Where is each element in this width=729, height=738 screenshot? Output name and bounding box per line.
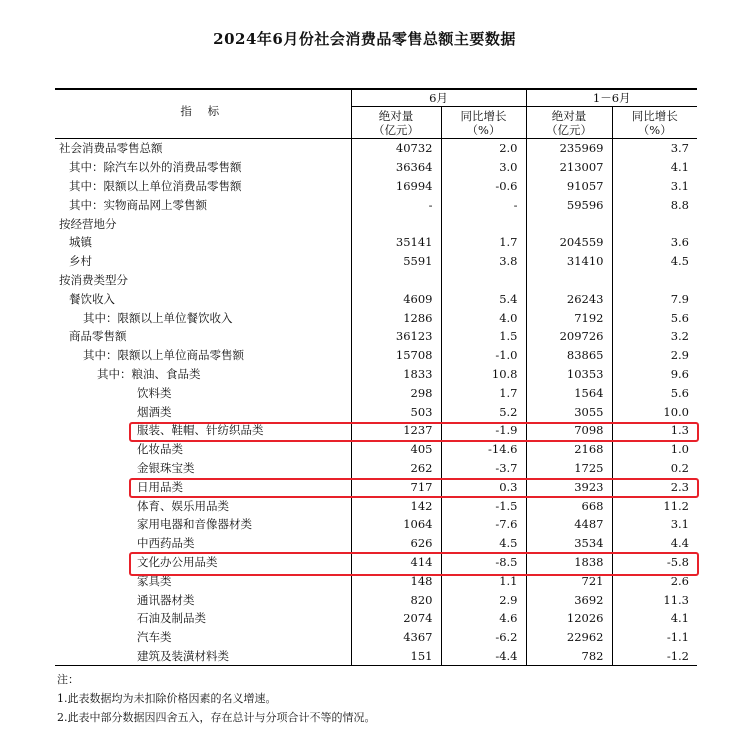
ytd-abs-cell: 782 — [526, 647, 612, 666]
row-label: 体育、娱乐用品类 — [137, 498, 229, 513]
row-label: 其中：粮油、食品类 — [97, 366, 201, 381]
ytd-yoy-cell: 11.3 — [612, 590, 697, 609]
row-label: 服装、鞋帽、针纺织品类 — [137, 423, 264, 438]
june-abs-cell: 1286 — [351, 308, 441, 327]
row-label: 按消费类型分 — [59, 272, 128, 287]
ytd-yoy-cell: 4.1 — [612, 158, 697, 177]
ytd-yoy-cell: 11.2 — [612, 496, 697, 515]
june-yoy-cell: 1.7 — [441, 383, 526, 402]
ytd-abs-cell: 1838 — [526, 553, 612, 572]
ytd-abs-cell: 3055 — [526, 402, 612, 421]
ytd-abs-cell: 83865 — [526, 346, 612, 365]
june-yoy-cell: -1.0 — [441, 346, 526, 365]
june-abs-cell: 262 — [351, 459, 441, 478]
row-label: 其中：限额以上单位商品零售额 — [83, 348, 244, 363]
june-abs-cell: 820 — [351, 590, 441, 609]
ytd-abs-cell: 204559 — [526, 233, 612, 252]
june-yoy-cell: 1.5 — [441, 327, 526, 346]
table-row — [55, 590, 697, 609]
ytd-yoy-cell: 5.6 — [612, 308, 697, 327]
table-row — [55, 327, 697, 346]
table-row — [55, 214, 697, 233]
ytd-abs-cell: 3534 — [526, 534, 612, 553]
table-row — [55, 177, 697, 196]
june-yoy-cell: -1.5 — [441, 496, 526, 515]
row-label: 其中：实物商品网上零售额 — [69, 197, 207, 212]
ytd-yoy-cell: 3.1 — [612, 177, 697, 196]
june-abs-cell: 1064 — [351, 515, 441, 534]
highlight-box-daily-goods — [129, 478, 699, 498]
june-yoy-cell: 10.8 — [441, 365, 526, 384]
row-label: 通讯器材类 — [137, 592, 195, 607]
june-yoy-cell: 4.5 — [441, 534, 526, 553]
row-label: 化妆品类 — [137, 442, 183, 457]
june-abs-cell: 4367 — [351, 628, 441, 647]
ytd-yoy-cell: -1.2 — [612, 647, 697, 666]
row-label: 商品零售额 — [69, 329, 127, 344]
june-abs-cell: 405 — [351, 440, 441, 459]
ytd-yoy-cell: 7.9 — [612, 289, 697, 308]
table-row — [55, 609, 697, 628]
june-yoy-cell: -1.9 — [441, 421, 526, 440]
indicator-header: 指 标 — [55, 89, 351, 139]
ytd-abs-cell: 31410 — [526, 252, 612, 271]
june-abs-cell: 2074 — [351, 609, 441, 628]
june-abs-cell: 4609 — [351, 289, 441, 308]
june-yoy-cell: -4.4 — [441, 647, 526, 666]
ytd-abs-cell: 721 — [526, 571, 612, 590]
ytd-abs-cell: 1564 — [526, 383, 612, 402]
june-abs-cell — [351, 214, 441, 233]
june-abs-cell: 626 — [351, 534, 441, 553]
table-row — [55, 139, 697, 158]
ytd-abs-cell — [526, 214, 612, 233]
table-row — [55, 459, 697, 478]
ytd-yoy-cell: 4.1 — [612, 609, 697, 628]
ytd-yoy-cell: 2.3 — [612, 477, 697, 496]
ytd-yoy-cell: 1.3 — [612, 421, 697, 440]
june-abs-cell — [351, 271, 441, 290]
ytd-abs-cell: 2168 — [526, 440, 612, 459]
note-2: 2.此表中部分数据因四舍五入，存在总计与分项合计不等的情况。 — [57, 711, 376, 724]
ytd-yoy-cell: 4.5 — [612, 252, 697, 271]
row-label: 其中：限额以上单位消费品零售额 — [69, 178, 242, 193]
june-yoy-cell: 4.0 — [441, 308, 526, 327]
row-label: 金银珠宝类 — [137, 460, 195, 475]
june-abs-cell: 1237 — [351, 421, 441, 440]
table-row — [55, 346, 697, 365]
notes-head: 注： — [57, 673, 79, 686]
ytd-yoy-cell: 4.4 — [612, 534, 697, 553]
row-label: 社会消费品零售总额 — [59, 141, 163, 156]
table-row — [55, 647, 697, 666]
ytd-abs-cell: 235969 — [526, 139, 612, 158]
june-abs-cell: 151 — [351, 647, 441, 666]
june-yoy-cell: 3.0 — [441, 158, 526, 177]
ytd-abs-cell: 26243 — [526, 289, 612, 308]
table-row — [55, 496, 697, 515]
ytd-abs-cell: 209726 — [526, 327, 612, 346]
ytd-abs-cell: 3923 — [526, 477, 612, 496]
row-label: 城镇 — [69, 235, 92, 250]
row-label: 其中：限额以上单位餐饮收入 — [83, 310, 233, 325]
june-abs-cell: 15708 — [351, 346, 441, 365]
june-yoy-cell: 4.6 — [441, 609, 526, 628]
june-yoy-cell: -8.5 — [441, 553, 526, 572]
row-label: 按经营地分 — [59, 216, 117, 231]
ytd-abs-cell: 3692 — [526, 590, 612, 609]
row-label: 石油及制品类 — [137, 611, 206, 626]
ytd-yoy-cell: 3.1 — [612, 515, 697, 534]
june-yoy-cell: 1.1 — [441, 571, 526, 590]
june-yoy-cell: -7.6 — [441, 515, 526, 534]
ytd-abs-cell: 1725 — [526, 459, 612, 478]
june-yoy-cell: 2.0 — [441, 139, 526, 158]
table-row — [55, 440, 697, 459]
row-label: 饮料类 — [137, 385, 172, 400]
table-row — [55, 365, 697, 384]
june-yoy-cell: -14.6 — [441, 440, 526, 459]
row-label: 中西药品类 — [137, 536, 195, 551]
ytd-yoy-header: 同比增长 （%） — [612, 107, 697, 139]
june-abs-cell: 16994 — [351, 177, 441, 196]
june-yoy-cell: 5.2 — [441, 402, 526, 421]
june-abs-cell: 298 — [351, 383, 441, 402]
june-yoy-cell: 5.4 — [441, 289, 526, 308]
table-row — [55, 158, 697, 177]
row-label: 家用电器和音像器材类 — [137, 517, 252, 532]
ytd-abs-header: 绝对量 （亿元） — [526, 107, 612, 139]
ytd-abs-cell: 10353 — [526, 365, 612, 384]
ytd-yoy-cell — [612, 271, 697, 290]
ytd-abs-cell — [526, 271, 612, 290]
june-abs-cell: 148 — [351, 571, 441, 590]
ytd-abs-cell: 7098 — [526, 421, 612, 440]
ytd-yoy-cell: 9.6 — [612, 365, 697, 384]
ytd-abs-cell: 7192 — [526, 308, 612, 327]
retail-sales-table — [55, 88, 697, 666]
june-yoy-cell: -3.7 — [441, 459, 526, 478]
row-label: 家具类 — [137, 573, 172, 588]
row-label: 汽车类 — [137, 630, 172, 645]
ytd-yoy-cell: 3.2 — [612, 327, 697, 346]
june-abs-cell: 142 — [351, 496, 441, 515]
june-abs-cell: 36123 — [351, 327, 441, 346]
row-label: 文化办公用品类 — [137, 554, 218, 569]
note-1: 1.此表数据均为未扣除价格因素的名义增速。 — [57, 692, 277, 705]
table-row — [55, 271, 697, 290]
june-abs-cell: 503 — [351, 402, 441, 421]
june-yoy-cell: 3.8 — [441, 252, 526, 271]
table-row — [55, 402, 697, 421]
ytd-yoy-cell: -5.8 — [612, 553, 697, 572]
ytd-abs-cell: 668 — [526, 496, 612, 515]
ytd-yoy-cell — [612, 214, 697, 233]
row-label: 建筑及装潢材料类 — [137, 648, 229, 663]
row-label: 餐饮收入 — [69, 291, 115, 306]
june-yoy-cell: 1.7 — [441, 233, 526, 252]
ytd-abs-cell: 4487 — [526, 515, 612, 534]
june-abs-cell: 5591 — [351, 252, 441, 271]
notes — [57, 670, 376, 727]
row-label: 其中：除汽车以外的消费品零售额 — [69, 160, 242, 175]
june-abs-cell: 35141 — [351, 233, 441, 252]
june-header: 6月 — [351, 89, 526, 107]
june-yoy-cell: -6.2 — [441, 628, 526, 647]
june-abs-cell: 36364 — [351, 158, 441, 177]
ytd-abs-cell: 59596 — [526, 195, 612, 214]
june-abs-cell: - — [351, 195, 441, 214]
table-row — [55, 534, 697, 553]
table-row — [55, 289, 697, 308]
ytd-yoy-cell: 10.0 — [612, 402, 697, 421]
june-yoy-cell — [441, 271, 526, 290]
june-yoy-cell: - — [441, 195, 526, 214]
ytd-header: 1－6月 — [526, 89, 697, 107]
row-label: 日用品类 — [137, 479, 183, 494]
row-label: 乡村 — [69, 254, 92, 269]
table-row — [55, 515, 697, 534]
ytd-yoy-cell: 2.9 — [612, 346, 697, 365]
page-title: 2024年6月份社会消费品零售总额主要数据 — [213, 30, 516, 48]
table-row — [55, 195, 697, 214]
june-yoy-cell — [441, 214, 526, 233]
june-abs-cell: 414 — [351, 553, 441, 572]
ytd-abs-cell: 91057 — [526, 177, 612, 196]
table-row — [55, 252, 697, 271]
table-row — [55, 233, 697, 252]
table-row — [55, 308, 697, 327]
june-abs-cell: 1833 — [351, 365, 441, 384]
table-row — [55, 628, 697, 647]
june-yoy-cell: 2.9 — [441, 590, 526, 609]
ytd-yoy-cell: 8.8 — [612, 195, 697, 214]
ytd-yoy-cell: 3.7 — [612, 139, 697, 158]
ytd-abs-cell: 12026 — [526, 609, 612, 628]
ytd-yoy-cell: 1.0 — [612, 440, 697, 459]
june-abs-cell: 40732 — [351, 139, 441, 158]
highlight-box-apparel — [129, 422, 699, 442]
ytd-yoy-cell: 5.6 — [612, 383, 697, 402]
ytd-yoy-cell: 3.6 — [612, 233, 697, 252]
table-row — [55, 383, 697, 402]
june-yoy-cell: 0.3 — [441, 477, 526, 496]
ytd-yoy-cell: -1.1 — [612, 628, 697, 647]
ytd-yoy-cell: 2.6 — [612, 571, 697, 590]
row-label: 烟酒类 — [137, 404, 172, 419]
highlight-box-office-supplies — [129, 552, 699, 576]
table-body — [55, 139, 697, 666]
ytd-abs-cell: 213007 — [526, 158, 612, 177]
ytd-abs-cell: 22962 — [526, 628, 612, 647]
ytd-yoy-cell: 0.2 — [612, 459, 697, 478]
june-yoy-header: 同比增长 （%） — [441, 107, 526, 139]
june-abs-header: 绝对量 （亿元） — [351, 107, 441, 139]
june-abs-cell: 717 — [351, 477, 441, 496]
june-yoy-cell: -0.6 — [441, 177, 526, 196]
